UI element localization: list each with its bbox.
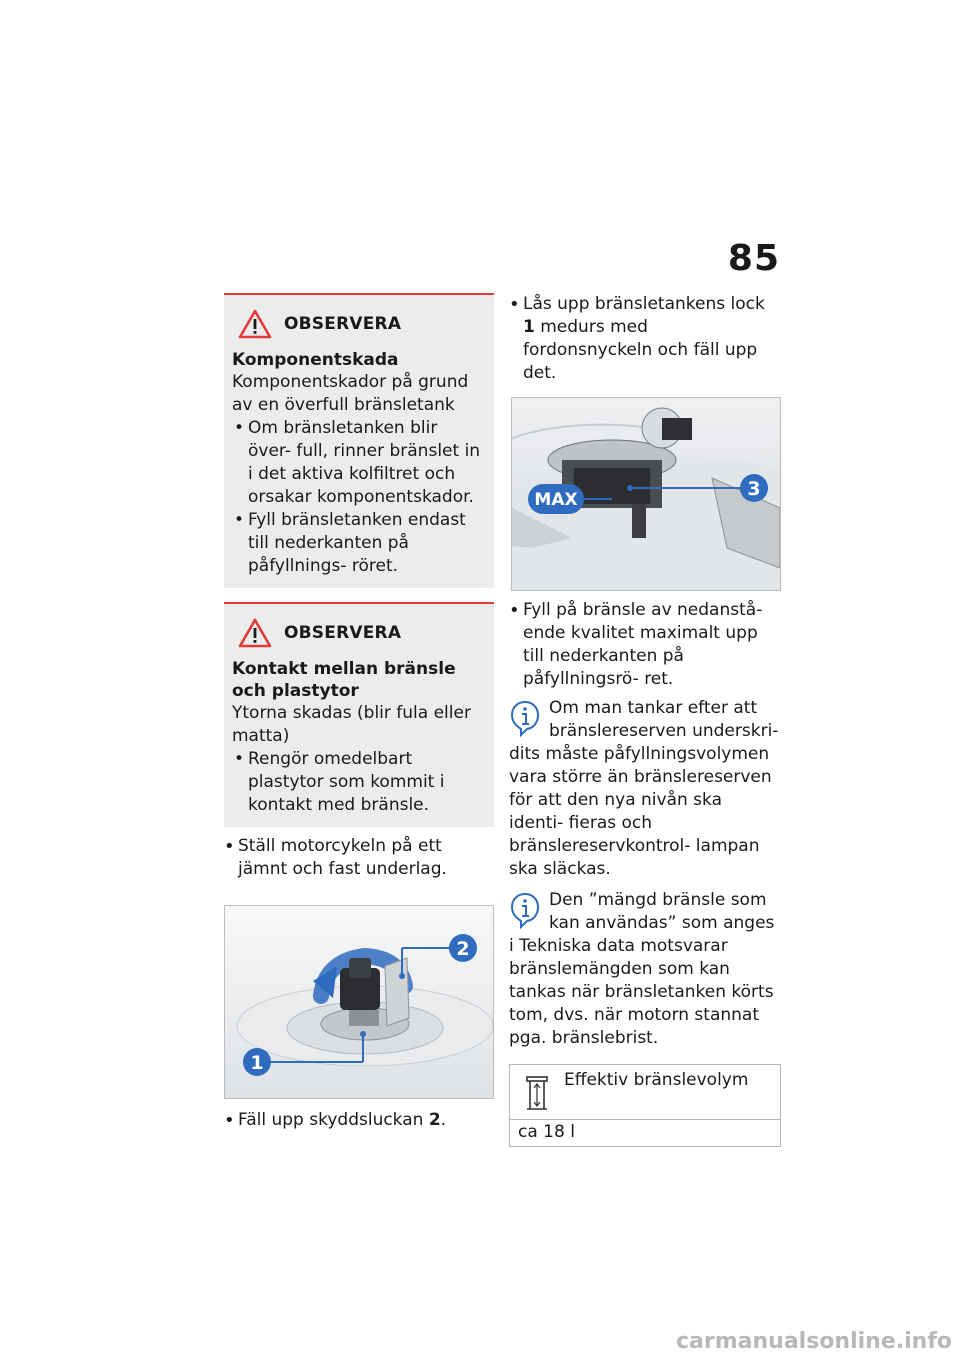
tank-cap-illustration — [225, 906, 494, 1098]
notice-description: Komponentskador på grund av en överfull bränsletank — [232, 372, 469, 415]
notice-bullet: • Rengör omedelbart plastytor som kommit i kontakt med bränsle. — [232, 748, 484, 817]
spec-title: Effektiv bränslevolym — [564, 1070, 749, 1090]
spec-header — [510, 1065, 780, 1120]
callout-2: 2 — [456, 938, 470, 960]
step-ref: 1 — [523, 317, 535, 337]
step-end: medurs med fordonsnyckeln och fäll upp det. — [523, 317, 758, 383]
callout-1: 1 — [250, 1052, 264, 1074]
left-steps-a — [224, 835, 494, 881]
figure-tank-cap-flap — [224, 905, 494, 1099]
notice-bullet: • Om bränsletanken blir över- full, rinner bränslet in i det aktiva kolfiltret och orsakar komponentskador. — [232, 417, 484, 509]
right-steps-a — [509, 293, 781, 385]
step-item: • Fyll på bränsle av nedanstå- ende kvalitet maximalt upp till nederkanten på påfyllningsrö- ret. — [509, 599, 781, 691]
info-icon — [509, 699, 541, 737]
watermark: carmanualsonline.info — [676, 1329, 952, 1354]
step-item: • Ställ motorcykeln på ett jämnt och fast underlag. — [224, 835, 494, 881]
spec-table — [509, 1064, 781, 1147]
filler-neck-illustration — [512, 398, 780, 590]
figure-filler-neck-max — [511, 397, 781, 591]
info-text: Den ”mängd bränsle som kan användas” som anges i Tekniska data motsvarar bränslemängden som kan tankas när bränsletanken körts tom, dvs. när motorn stannat pga. bränslebrist. — [509, 890, 775, 1048]
right-column — [509, 293, 781, 1147]
page-number: 85 — [727, 238, 780, 279]
warning-icon — [238, 618, 272, 648]
info-icon — [509, 891, 541, 929]
step-text: Fäll upp skyddsluckan — [238, 1110, 429, 1130]
notice-subtitle: Kontakt mellan bränsle och plastytor — [232, 659, 456, 701]
warning-icon — [238, 309, 272, 339]
tank-volume-icon — [522, 1073, 552, 1113]
step-item — [224, 1109, 494, 1132]
notice-component-damage — [224, 293, 494, 588]
notice-description: Ytorna skadas (blir fula eller matta) — [232, 703, 471, 746]
step-end: . — [440, 1110, 447, 1130]
left-column — [224, 293, 494, 1132]
notice-header — [238, 618, 484, 648]
step-text: Lås upp bränsletankens lock — [523, 294, 765, 314]
step-ref: 2 — [428, 1110, 441, 1130]
max-label: MAX — [534, 490, 578, 510]
notice-bullets — [232, 748, 484, 817]
info-text: Om man tankar efter att bränslereserven underskri- dits måste påfyllningsvolymen vara större än bränslereserven för att den nya nivån ska identi- fieras och bränslereservkontrol- lampan ska släckas. — [509, 698, 779, 879]
notice-bullets — [232, 417, 484, 578]
callout-3: 3 — [747, 478, 761, 500]
notice-fuel-plastic — [224, 602, 494, 827]
notice-heading: OBSERVERA — [284, 623, 402, 643]
info-block-capacity — [509, 889, 781, 1050]
notice-subtitle: Komponentskada — [232, 350, 399, 370]
step-item — [509, 293, 781, 385]
left-steps-b — [224, 1109, 494, 1132]
right-steps-b — [509, 599, 781, 691]
spec-value: ca 18 l — [518, 1122, 575, 1142]
notice-bullet: • Fyll bränsletanken endast till nederkanten på påfyllnings- röret. — [232, 509, 484, 578]
notice-heading: OBSERVERA — [284, 314, 402, 334]
info-block-reserve — [509, 697, 781, 881]
notice-header — [238, 309, 484, 339]
